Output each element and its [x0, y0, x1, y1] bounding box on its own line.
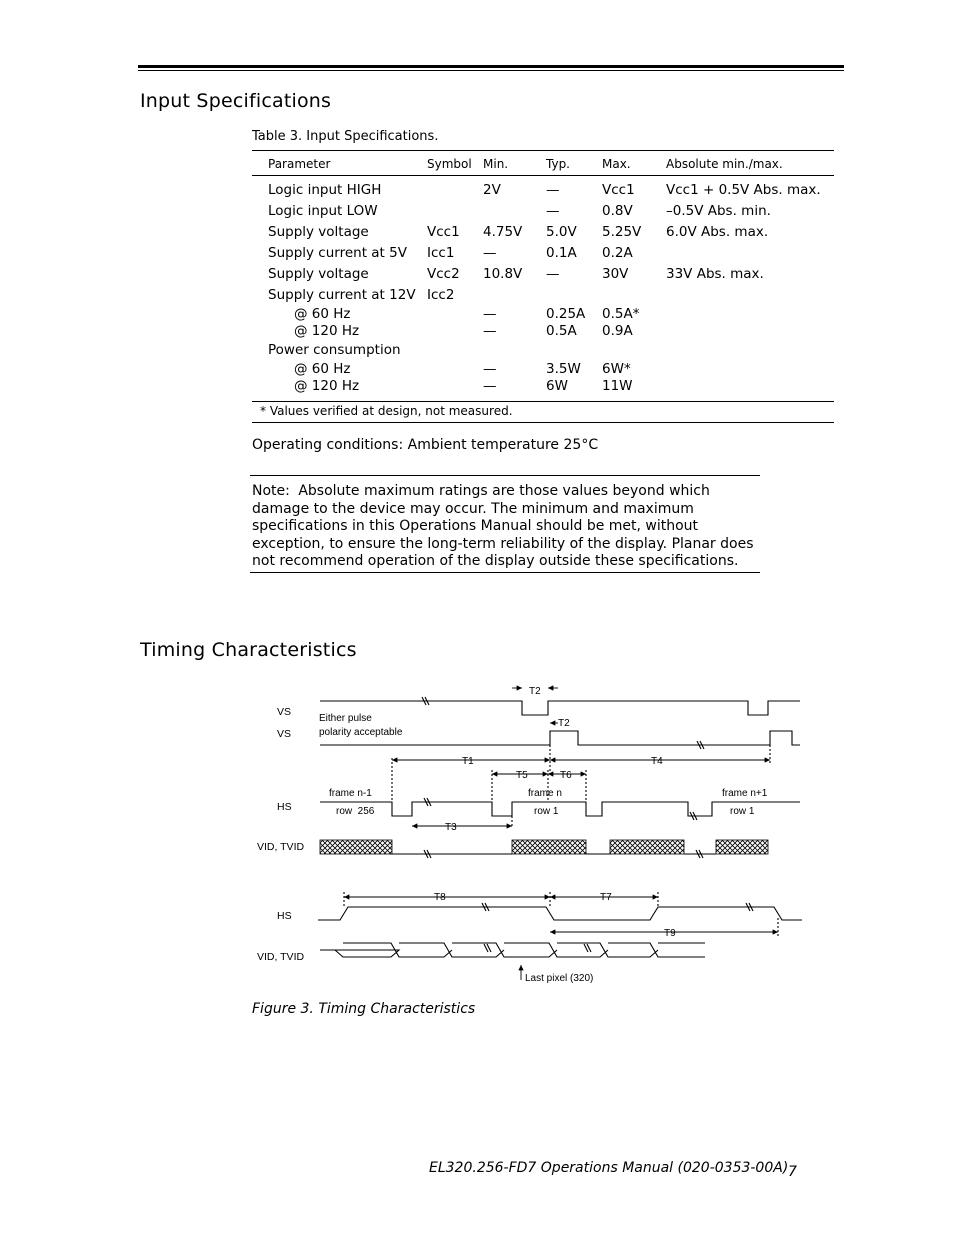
cell-max	[602, 340, 666, 361]
cell-min	[483, 340, 546, 361]
cell-absolute	[666, 243, 834, 264]
table-row	[252, 323, 834, 340]
table-footnote-row	[252, 402, 834, 423]
t1-label: T1	[462, 756, 474, 767]
cell-typ: —	[546, 266, 560, 282]
cell-typ: 3.5W	[546, 361, 581, 377]
signal-label-vid2: VID, TVID	[257, 951, 305, 963]
last-pixel-label: Last pixel (320)	[525, 973, 594, 984]
polarity-note-line1: Either pulse	[319, 713, 372, 724]
timing-diagram	[250, 678, 810, 990]
hs1-waveform	[320, 802, 800, 816]
cell-max: 0.5A*	[602, 306, 640, 322]
cell-max: 6W*	[602, 361, 631, 377]
table-row	[252, 222, 834, 243]
break-marks	[422, 697, 753, 952]
header-min: Min.	[483, 151, 546, 176]
cell-min: —	[483, 323, 497, 339]
cell-min: —	[483, 306, 497, 322]
note-box	[250, 475, 760, 573]
frame-prev-row-label: row 256	[336, 806, 375, 817]
cell-min	[483, 201, 546, 222]
cell-max: 0.8V	[602, 203, 633, 219]
cell-max: Vcc1	[602, 182, 635, 198]
table-footnote: * Values verified at design, not measured.	[252, 402, 834, 423]
cell-typ: 0.5A	[546, 323, 577, 339]
table-row	[252, 243, 834, 264]
cell-max	[602, 285, 666, 306]
cell-typ: 0.1A	[546, 245, 577, 261]
section-title-input-specifications: Input Specifications	[140, 90, 332, 112]
cell-parameter: Logic input LOW	[268, 203, 378, 219]
cell-symbol	[427, 323, 483, 340]
cell-parameter: @ 60 Hz	[294, 361, 351, 377]
cell-absolute	[666, 285, 834, 306]
frame-next-row-label: row 1	[730, 806, 755, 817]
vs1-waveform	[320, 701, 800, 715]
cell-absolute: –0.5V Abs. min.	[666, 203, 771, 219]
cell-symbol: Vcc1	[427, 224, 460, 240]
table-row	[252, 340, 834, 361]
cell-max: 0.9A	[602, 323, 633, 339]
cell-parameter: @ 60 Hz	[294, 306, 351, 322]
frame-cur-row-label: row 1	[534, 806, 559, 817]
signal-label-vs2: VS	[277, 728, 292, 740]
note-text: Absolute maximum ratings are those values beyond which damage to the device may occur. The minimum and maximum specifications in this Operations Manual should be met, without exception, to ensure the long-term reliability of the display. Planar does not recommend operation of the display outside these specifications.	[252, 483, 754, 569]
cell-absolute: Vcc1 + 0.5V Abs. max.	[666, 182, 821, 198]
cell-symbol: Vcc2	[427, 266, 460, 282]
cell-max: 0.2A	[602, 245, 633, 261]
table-row	[252, 264, 834, 285]
cell-typ	[546, 340, 602, 361]
cell-parameter: @ 120 Hz	[294, 378, 360, 394]
header-symbol: Symbol	[427, 151, 483, 176]
cell-absolute	[666, 378, 834, 402]
cell-typ: —	[546, 203, 560, 219]
cell-min	[483, 285, 546, 306]
signal-label-vid1: VID, TVID	[257, 841, 305, 853]
table-row	[252, 378, 834, 402]
footer-manual-title: EL320.256-FD7 Operations Manual (020-0353-00A)	[429, 1160, 789, 1176]
hs2-waveform	[318, 907, 802, 920]
table-caption: Table 3. Input Specifications.	[252, 129, 439, 144]
header-parameter: Parameter	[252, 151, 427, 176]
frame-prev-label: frame n-1	[329, 788, 372, 799]
cell-absolute	[666, 361, 834, 378]
t7-label: T7	[600, 892, 612, 903]
header-max: Max.	[602, 151, 666, 176]
cell-symbol: Icc2	[427, 287, 455, 303]
table-row	[252, 201, 834, 222]
cell-min: 2V	[483, 182, 501, 198]
cell-absolute: 33V Abs. max.	[666, 266, 764, 282]
vid-block-row1	[512, 840, 586, 854]
cell-max: 30V	[602, 266, 629, 282]
t2a-label: T2	[529, 686, 541, 697]
cell-parameter: Supply current at 12V	[268, 287, 416, 303]
cell-symbol	[427, 340, 483, 361]
cell-symbol: Icc1	[427, 245, 455, 261]
t6-label: T6	[560, 770, 572, 781]
table-row	[252, 285, 834, 306]
header-rule-thin	[138, 70, 844, 71]
cell-max: 11W	[602, 378, 633, 394]
section-title-timing: Timing Characteristics	[140, 639, 357, 661]
cell-parameter: Supply voltage	[268, 224, 369, 240]
t9-label: T9	[664, 928, 676, 939]
t4-label: T4	[651, 756, 663, 767]
header-typ: Typ.	[546, 151, 602, 176]
table-header-row	[252, 151, 834, 176]
vid-block-row2	[610, 840, 684, 854]
cell-absolute	[666, 306, 834, 323]
cell-absolute: 6.0V Abs. max.	[666, 224, 769, 240]
signal-label-vs1: VS	[277, 706, 292, 718]
cell-symbol	[427, 378, 483, 402]
cell-typ: 5.0V	[546, 224, 577, 240]
table-row	[252, 176, 834, 202]
cell-absolute	[666, 340, 834, 361]
cell-min: —	[483, 245, 497, 261]
header-rule-thick	[138, 65, 844, 68]
operating-conditions: Operating conditions: Ambient temperature 25°C	[252, 437, 599, 453]
cell-min: 10.8V	[483, 266, 523, 282]
vid2-waveform	[320, 943, 705, 957]
frame-next-label: frame n+1	[722, 788, 768, 799]
t2b-label: T2	[558, 718, 570, 729]
table-row	[252, 361, 834, 378]
page-number: 7	[788, 1164, 797, 1180]
cell-min: 4.75V	[483, 224, 523, 240]
cell-parameter: @ 120 Hz	[294, 323, 360, 339]
cell-typ: 0.25A	[546, 306, 586, 322]
cell-parameter: Power consumption	[268, 342, 401, 358]
t8-label: T8	[434, 892, 446, 903]
frame-cur-label: frame n	[528, 788, 562, 799]
cell-symbol	[427, 201, 483, 222]
t5-label: T5	[516, 770, 528, 781]
vid-block-next	[716, 840, 768, 854]
cell-typ: 6W	[546, 378, 568, 394]
cell-min: —	[483, 361, 497, 377]
cell-min: —	[483, 378, 497, 394]
table-row	[252, 306, 834, 323]
cell-parameter: Logic input HIGH	[268, 182, 382, 198]
t3-label: T3	[445, 822, 457, 833]
polarity-note-line2: polarity acceptable	[319, 727, 403, 738]
cell-typ	[546, 285, 602, 306]
cell-absolute	[666, 323, 834, 340]
cell-parameter: Supply voltage	[268, 266, 369, 282]
figure-caption: Figure 3. Timing Characteristics	[252, 1001, 476, 1017]
header-absolute: Absolute min./max.	[666, 151, 834, 176]
vid-block-prev	[320, 840, 392, 854]
cell-symbol	[427, 306, 483, 323]
cell-typ: —	[546, 182, 560, 198]
cell-symbol	[427, 361, 483, 378]
note-label: Note:	[252, 483, 290, 499]
cell-symbol	[427, 176, 483, 202]
signal-label-hs1: HS	[277, 801, 292, 813]
cell-max: 5.25V	[602, 224, 642, 240]
cell-parameter: Supply current at 5V	[268, 245, 407, 261]
input-spec-table	[252, 150, 834, 423]
signal-label-hs2: HS	[277, 910, 292, 922]
